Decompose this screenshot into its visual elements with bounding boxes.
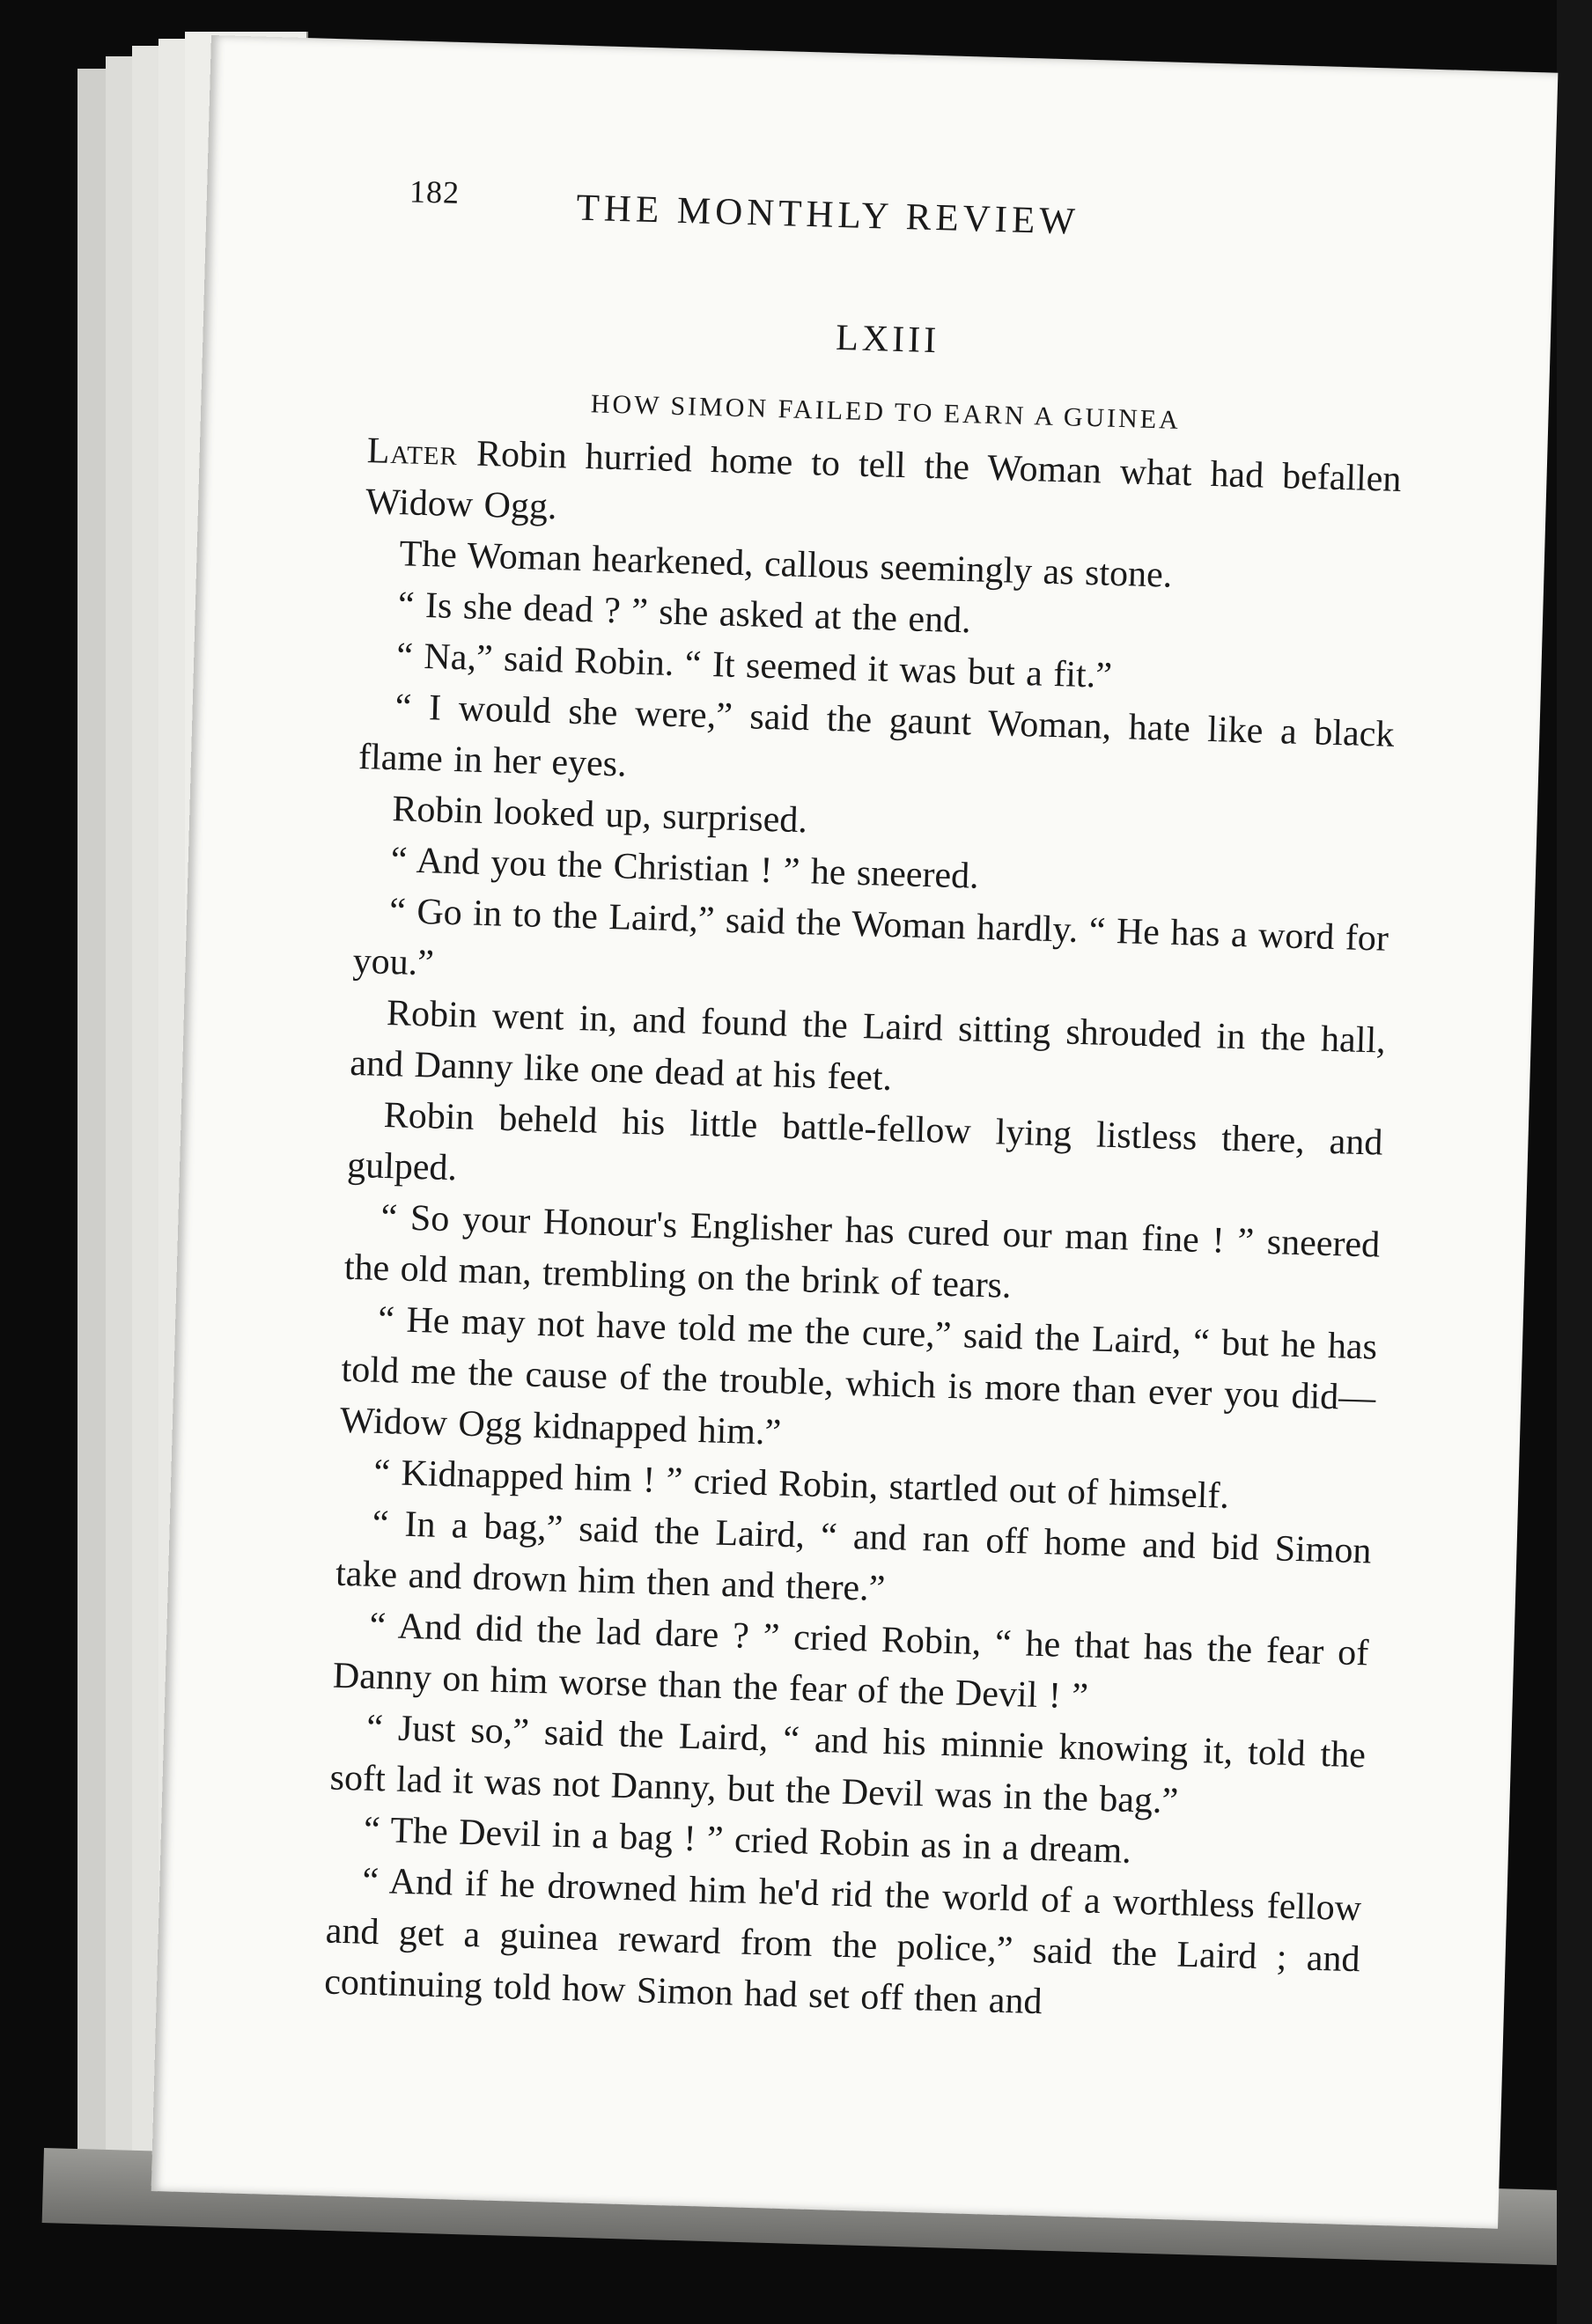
paragraph: Robin went in, and found the Laird sitting shrouded in the hall, and Danny like one dead at his feet. [349, 993, 1387, 1099]
paragraph: “ Just so,” said the Laird, “ and his minnie knowing it, told the soft lad it was not Danny, but the Devil was in the bag.” [329, 1707, 1367, 1822]
running-head [373, 172, 1409, 254]
paragraph: “ The Devil in a bag ! ” cried Robin as in a dream. [363, 1809, 1132, 1872]
paragraph: Robin beheld his little battle-fellow lying listless there, and gulped. [346, 1094, 1384, 1189]
paragraph: Robin looked up, surprised. [391, 789, 808, 842]
paragraph: “ Is she dead ? ” she asked at the end. [397, 585, 972, 642]
paragraph: “ So your Honour's Englisher has cured our man fine ! ” sneered the old man, trembling on the brink of tears. [343, 1196, 1381, 1306]
paragraph: “ Na,” said Robin. “ It seemed it was but a fit.” [395, 636, 1113, 696]
chapter-body [323, 425, 1402, 2036]
opening-text: Robin hurried home to tell the Woman what had befallen Widow Ogg. [365, 433, 1403, 528]
chapter-title: HOW SIMON FAILED TO EARN A GUINEA [590, 389, 1182, 435]
paragraph: The Woman hearkened, callous seemingly as stone. [398, 533, 1173, 596]
page-content [323, 172, 1409, 2036]
journal-title: THE MONTHLY REVIEW [576, 187, 1080, 243]
chapter-number: LXIII [835, 317, 940, 362]
paragraph: “ I would she were,” said the gaunt Woman, hate like a black flame in her eyes. [357, 687, 1395, 785]
paragraph: “ And if he drowned him he'd rid the world of a worthless fellow and get a guinea reward from the police,” said the Laird ; and continuing told how Simon had set off then and [323, 1860, 1362, 2023]
paragraph: “ And did the lad dare ? ” cried Robin, “ he that has the fear of Danny on him worse than the fear of the Devil ! ” [332, 1605, 1369, 1717]
opening-word: Later [366, 430, 459, 474]
book-page [151, 35, 1559, 2229]
paragraph: “ In a bag,” said the Laird, “ and ran off home and bid Simon take and drown him then and there.” [335, 1503, 1373, 1610]
paragraph: “ He may not have told me the cure,” said the Laird, “ but he has told me the cause of the trouble, which is more than ever you did—Widow Ogg kidnapped him.” [339, 1298, 1378, 1453]
book-spine [1557, 0, 1592, 2324]
paragraph: “ And you the Christian ! ” he sneered. [390, 840, 980, 897]
page-number: 182 [409, 173, 461, 210]
paragraph: “ Kidnapped him ! ” cried Robin, startled out of himself. [372, 1452, 1230, 1517]
paragraph: “ Go in to the Laird,” said the Woman hardly. “ He has a word for you.” [352, 891, 1389, 984]
